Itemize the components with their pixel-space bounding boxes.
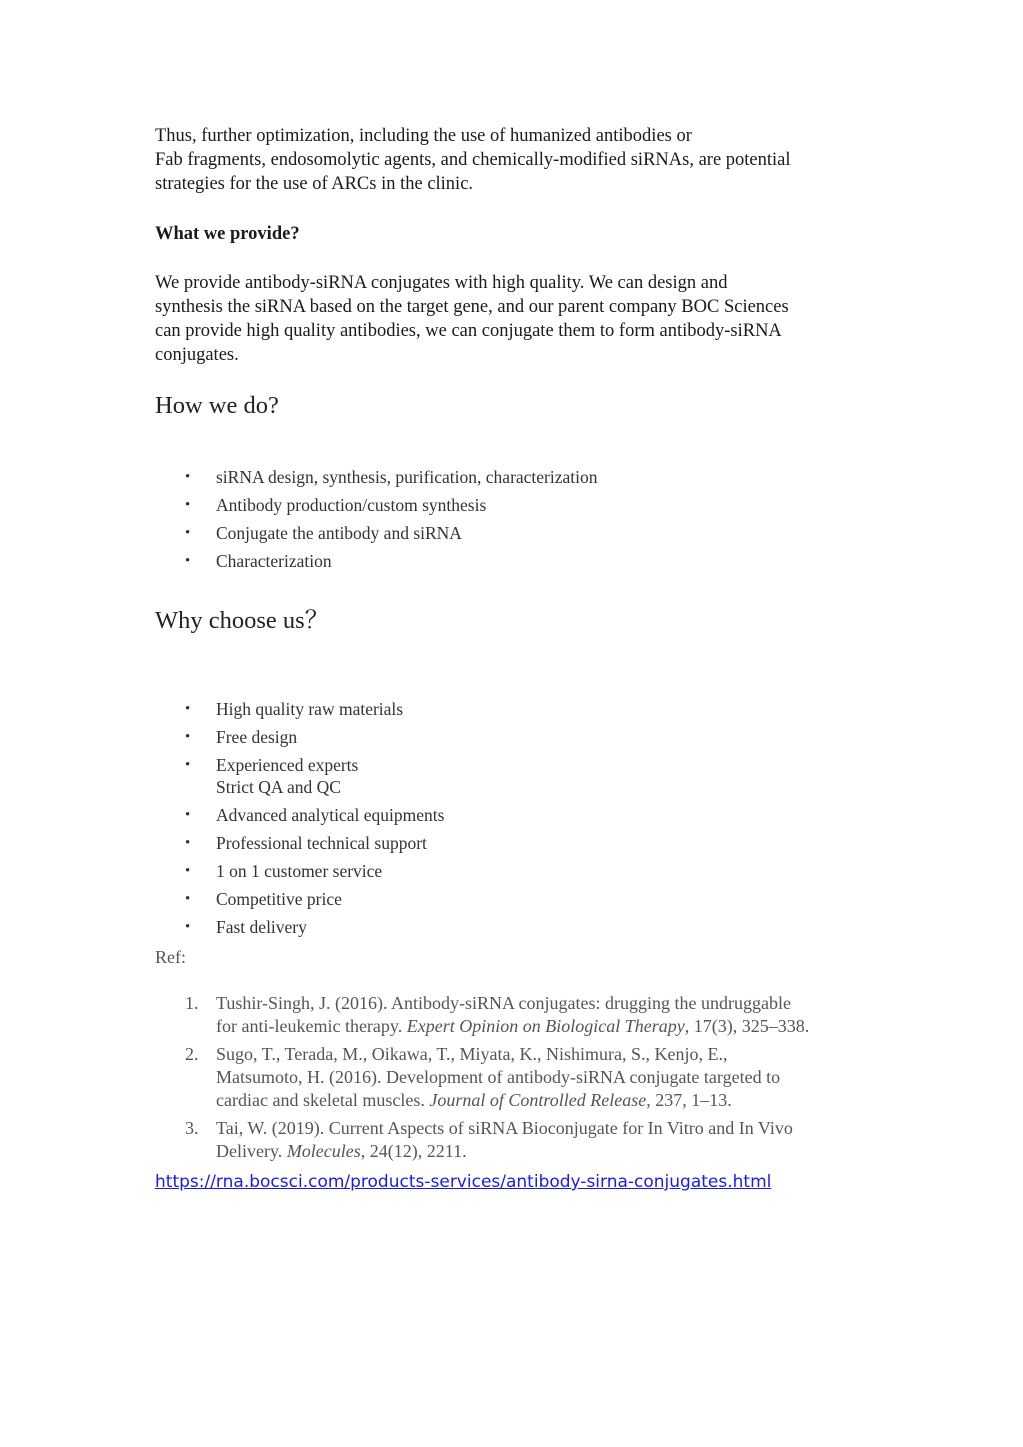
list-item-text: Conjugate the antibody and siRNA: [216, 523, 462, 543]
reference-text: Delivery.: [216, 1141, 287, 1161]
reference-line: Tushir-Singh, J. (2016). Antibody-siRNA conjugates: drugging the undruggable: [216, 993, 791, 1013]
journal-title: Journal of Controlled Release: [429, 1090, 647, 1110]
bullet-icon: •: [185, 525, 191, 541]
list-item-text: Antibody production/custom synthesis: [216, 495, 487, 515]
reference-line: Sugo, T., Terada, M., Oikawa, T., Miyata, K., Nishimura, S., Kenjo, E.,: [216, 1044, 728, 1064]
intro-line: strategies for the use of ARCs in the clinic.: [155, 174, 474, 194]
reference-citation: , 17(3), 325–338.: [684, 1016, 810, 1036]
list-item-text: siRNA design, synthesis, purification, characterization: [216, 467, 598, 487]
list-item-text: Professional technical support: [216, 833, 427, 853]
reference-line: Tai, W. (2019). Current Aspects of siRNA Bioconjugate for In Vitro and In Vivo: [216, 1118, 793, 1138]
ref-label: Ref:: [155, 947, 186, 967]
reference-item: [185, 1043, 885, 1112]
bullet-icon: •: [185, 729, 191, 745]
bullet-icon: •: [185, 701, 191, 717]
list-item-text: Fast delivery: [216, 917, 307, 937]
bullet-icon: •: [185, 807, 191, 823]
list-item: [185, 804, 885, 826]
bullet-icon: •: [185, 497, 191, 513]
reference-citation: , 237, 1–13.: [646, 1090, 732, 1110]
list-item-text: High quality raw materials: [216, 699, 404, 719]
list-item: [185, 916, 885, 938]
reference-number: 2.: [185, 1044, 199, 1064]
list-item: [185, 698, 885, 720]
bullet-icon: •: [185, 469, 191, 485]
provide-heading: What we provide?: [155, 224, 300, 244]
reference-line: [216, 1140, 885, 1163]
bullet-icon: •: [185, 757, 191, 773]
reference-line: [216, 1015, 885, 1038]
intro-line: Thus, further optimization, including the use of humanized antibodies or: [155, 126, 692, 146]
journal-title: Expert Opinion on Biological Therapy: [406, 1016, 685, 1036]
bullet-icon: •: [185, 919, 191, 935]
bullet-icon: •: [185, 553, 191, 569]
intro-paragraph: [155, 124, 885, 196]
bullet-icon: •: [185, 863, 191, 879]
list-item-text: Free design: [216, 727, 298, 747]
list-item-text: Characterization: [216, 551, 332, 571]
reference-number: 1.: [185, 993, 199, 1013]
intro-line: Fab fragments, endosomolytic agents, and chemically-modified siRNAs, are potential: [155, 150, 791, 170]
list-item: [185, 550, 885, 572]
list-item: [185, 726, 885, 748]
list-item-text: Experienced experts: [216, 755, 359, 775]
list-item: [185, 888, 885, 910]
how-list: [185, 466, 885, 572]
list-item: [185, 860, 885, 882]
list-item: [185, 494, 885, 516]
list-item: [185, 754, 885, 798]
reference-item: [185, 1117, 885, 1163]
how-heading: How we do?: [155, 392, 279, 419]
provide-paragraph: [155, 271, 885, 367]
provide-line: can provide high quality antibodies, we can conjugate them to form antibody-siRNA: [155, 321, 782, 341]
list-item-text: Advanced analytical equipments: [216, 805, 445, 825]
why-list: [185, 698, 885, 938]
provide-line: conjugates.: [155, 345, 239, 365]
list-item: [185, 466, 885, 488]
reference-list: [185, 992, 885, 1163]
why-heading: Why choose us？: [155, 607, 330, 634]
list-item-subtext: Strict QA and QC: [216, 777, 341, 797]
list-item-text: Competitive price: [216, 889, 342, 909]
provide-line: synthesis the siRNA based on the target gene, and our parent company BOC Sciences: [155, 297, 789, 317]
reference-item: [185, 992, 885, 1038]
bullet-icon: •: [185, 891, 191, 907]
reference-line: [216, 1089, 885, 1112]
list-item: [185, 832, 885, 854]
bullet-icon: •: [185, 835, 191, 851]
reference-line: Matsumoto, H. (2016). Development of antibody-siRNA conjugate targeted to: [216, 1067, 781, 1087]
reference-number: 3.: [185, 1118, 199, 1138]
journal-title: Molecules: [286, 1141, 361, 1161]
source-link[interactable]: https://rna.bocsci.com/products-services/antibody-sirna-conjugates.html: [155, 1172, 772, 1192]
reference-text: cardiac and skeletal muscles.: [216, 1090, 430, 1110]
reference-citation: , 24(12), 2211.: [360, 1141, 467, 1161]
list-item: [185, 522, 885, 544]
provide-line: We provide antibody-siRNA conjugates with high quality. We can design and: [155, 273, 728, 293]
list-item-text: 1 on 1 customer service: [216, 861, 383, 881]
reference-text: for anti-leukemic therapy.: [216, 1016, 407, 1036]
